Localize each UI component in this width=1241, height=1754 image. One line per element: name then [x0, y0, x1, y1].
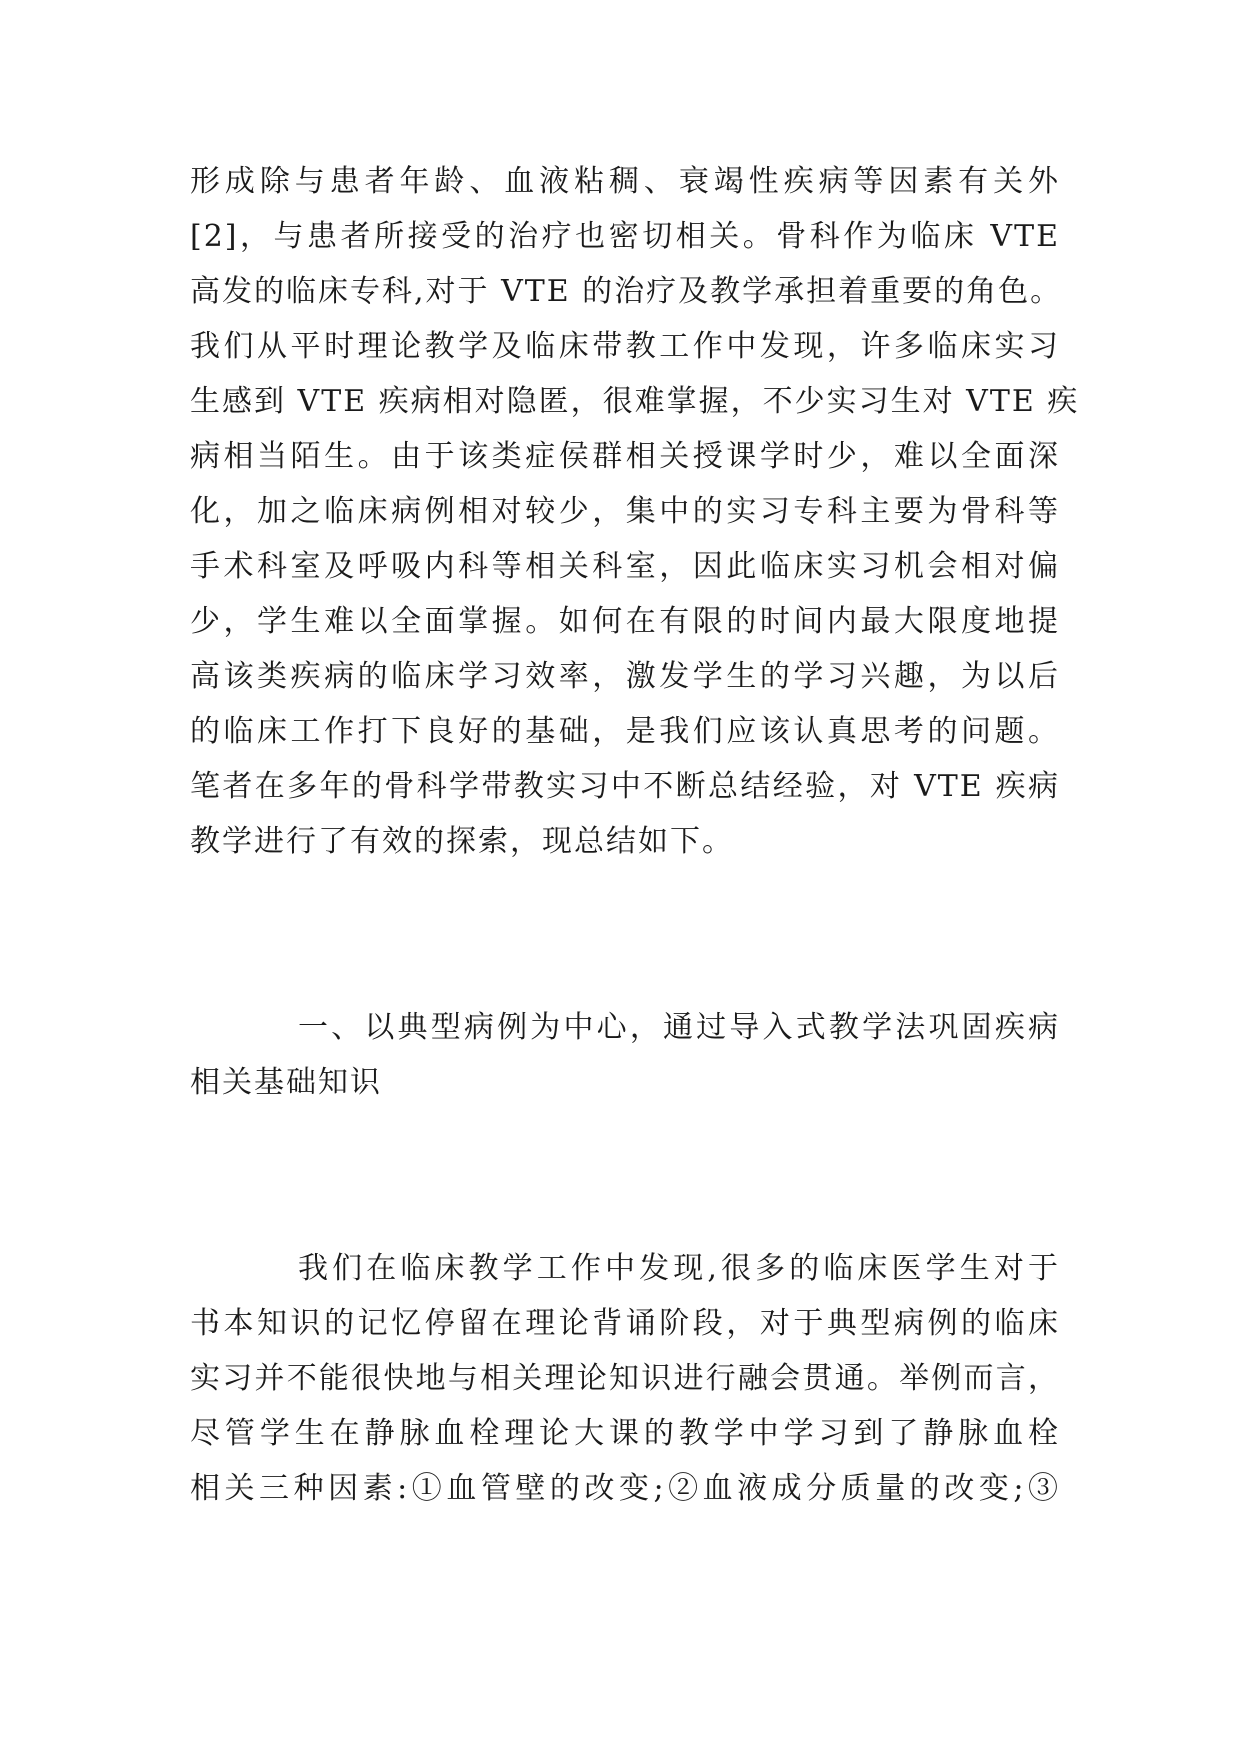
paragraph-line: 教学进行了有效的探索，现总结如下。 — [190, 824, 734, 859]
paragraph-line: 手术科室及呼吸内科等相关科室，因此临床实习机会相对偏 — [190, 549, 1060, 584]
paragraph-line: [2]，与患者所接受的治疗也密切相关。骨科作为临床 VTE — [190, 219, 1060, 254]
paragraph-line: 书本知识的记忆停留在理论背诵阶段，对于典型病例的临床 — [190, 1306, 1060, 1341]
paragraph-line: 实习并不能很快地与相关理论知识进行融会贯通。举例而言， — [190, 1361, 1060, 1396]
heading-line: 相关基础知识 — [190, 1065, 382, 1100]
paragraph-line: 形成除与患者年龄、血液粘稠、衰竭性疾病等因素有关外 — [190, 164, 1060, 199]
paragraph-line: 的临床工作打下良好的基础，是我们应该认真思考的问题。 — [190, 714, 1060, 749]
paragraph-line: 高该类疾病的临床学习效率，激发学生的学习兴趣，为以后 — [190, 659, 1060, 694]
heading-line: 一、以典型病例为中心，通过导入式教学法巩固疾病 — [298, 1010, 1060, 1045]
paragraph-line: 我们从平时理论教学及临床带教工作中发现，许多临床实习 — [190, 329, 1060, 364]
paragraph-line: 病相当陌生。由于该类症侯群相关授课学时少，难以全面深 — [190, 439, 1060, 474]
paragraph-line: 化，加之临床病例相对较少，集中的实习专科主要为骨科等 — [190, 494, 1060, 529]
paragraph-line: 笔者在多年的骨科学带教实习中不断总结经验，对 VTE 疾病 — [190, 769, 1060, 804]
paragraph-line: 我们在临床教学工作中发现,很多的临床医学生对于 — [298, 1251, 1060, 1286]
paragraph-line: 高发的临床专科,对于 VTE 的治疗及教学承担着重要的角色。 — [190, 274, 1063, 309]
paragraph-line: 尽管学生在静脉血栓理论大课的教学中学习到了静脉血栓 — [190, 1416, 1060, 1451]
paragraph-line: 生感到 VTE 疾病相对隐匿，很难掌握，不少实习生对 VTE 疾 — [190, 384, 1080, 419]
paragraph-line: 少，学生难以全面掌握。如何在有限的时间内最大限度地提 — [190, 604, 1060, 639]
paragraph-line: 相关三种因素:①血管壁的改变;②血液成分质量的改变;③ — [190, 1471, 1060, 1506]
